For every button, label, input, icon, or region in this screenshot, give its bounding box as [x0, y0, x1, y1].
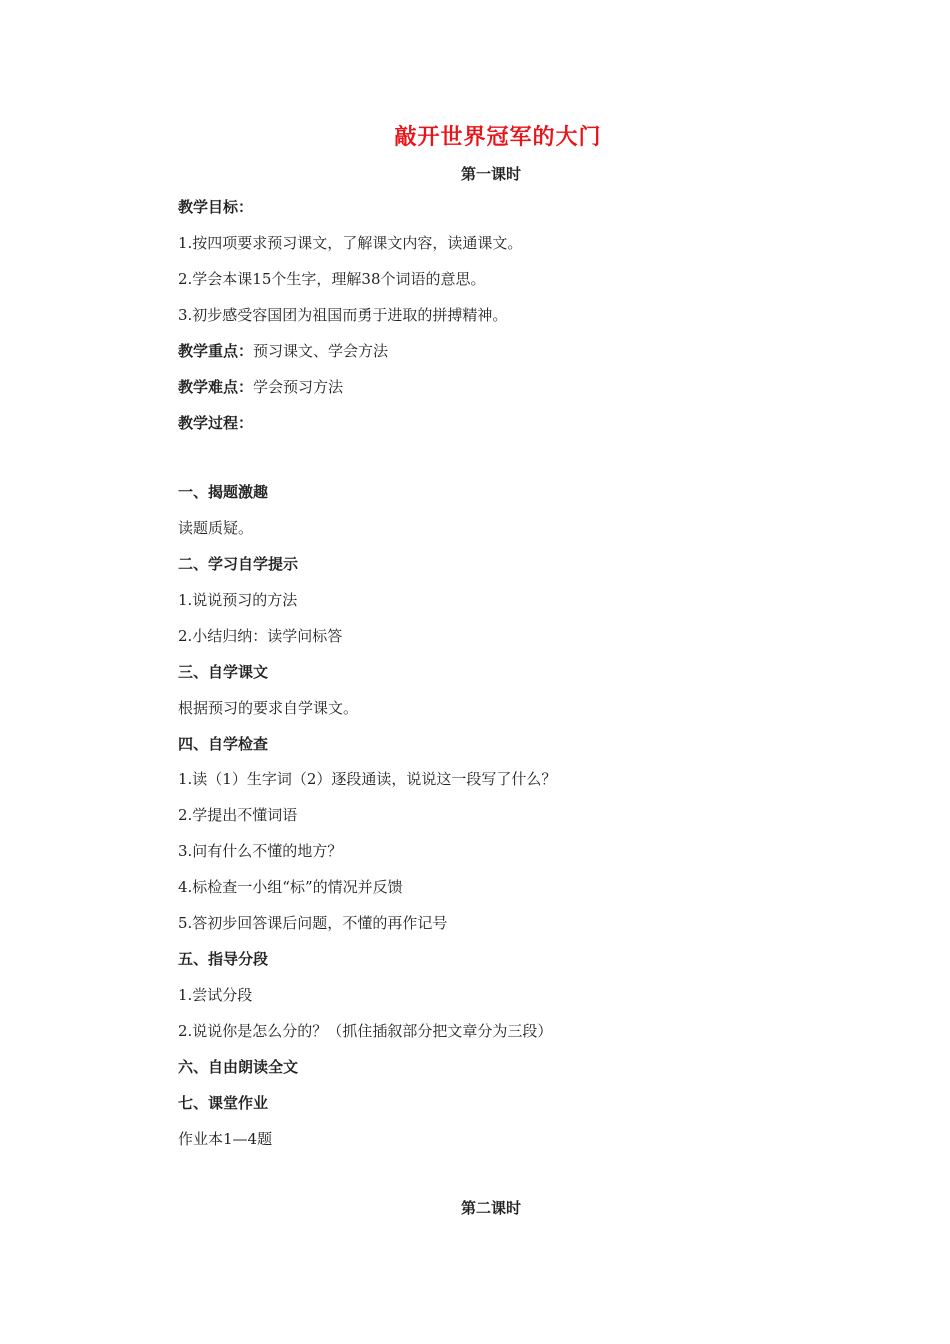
list-item: 1.读（1）生字词（2）逐段通读，说说这一段写了什么？ — [178, 770, 557, 788]
section-heading: 七、课堂作业 — [178, 1094, 269, 1112]
difficulty-label: 教学难点： — [178, 378, 254, 396]
lesson-one-heading: 第一课时 — [460, 165, 521, 183]
list-item: 2.小结归纳：读学问标答 — [178, 627, 343, 645]
process-label: 教学过程： — [178, 414, 254, 432]
list-item: 4.标检查一小组“标”的情况并反馈 — [178, 878, 403, 896]
document-title: 敲开世界冠军的大门 — [394, 125, 602, 150]
section-heading: 六、自由朗读全文 — [178, 1058, 299, 1076]
objective-item: 2.学会本课15个生字，理解38个词语的意思。 — [178, 270, 486, 288]
key-points-label: 教学重点： — [178, 342, 254, 360]
list-item: 3.问有什么不懂的地方？ — [178, 842, 343, 860]
section-heading: 二、学习自学提示 — [178, 555, 299, 573]
key-points-text: 预习课文、学会方法 — [253, 342, 389, 360]
section-heading: 四、自学检查 — [178, 735, 269, 753]
difficulty — [178, 377, 343, 397]
list-item: 2.学提出不懂词语 — [178, 806, 298, 824]
list-item: 1.尝试分段 — [178, 986, 253, 1004]
section-text: 读题质疑。 — [178, 519, 254, 537]
section-text: 根据预习的要求自学课文。 — [178, 699, 359, 717]
section-heading: 五、指导分段 — [178, 950, 269, 968]
key-points — [178, 341, 388, 361]
objectives-label: 教学目标： — [178, 198, 254, 216]
list-item: 1.说说预习的方法 — [178, 591, 298, 609]
list-item: 2.说说你是怎么分的？（抓住插叙部分把文章分为三段） — [178, 1022, 553, 1040]
difficulty-text: 学会预习方法 — [253, 378, 344, 396]
lesson-two-heading: 第二课时 — [460, 1199, 521, 1217]
section-heading: 三、自学课文 — [178, 663, 269, 681]
list-item: 5.答初步回答课后问题，不懂的再作记号 — [178, 914, 448, 932]
section-heading: 一、揭题激趣 — [178, 483, 269, 501]
section-text: 作业本1—4题 — [178, 1130, 273, 1148]
objective-item: 1.按四项要求预习课文，了解课文内容，读通课文。 — [178, 234, 523, 252]
objective-item: 3.初步感受容国团为祖国而勇于进取的拼搏精神。 — [178, 306, 508, 324]
